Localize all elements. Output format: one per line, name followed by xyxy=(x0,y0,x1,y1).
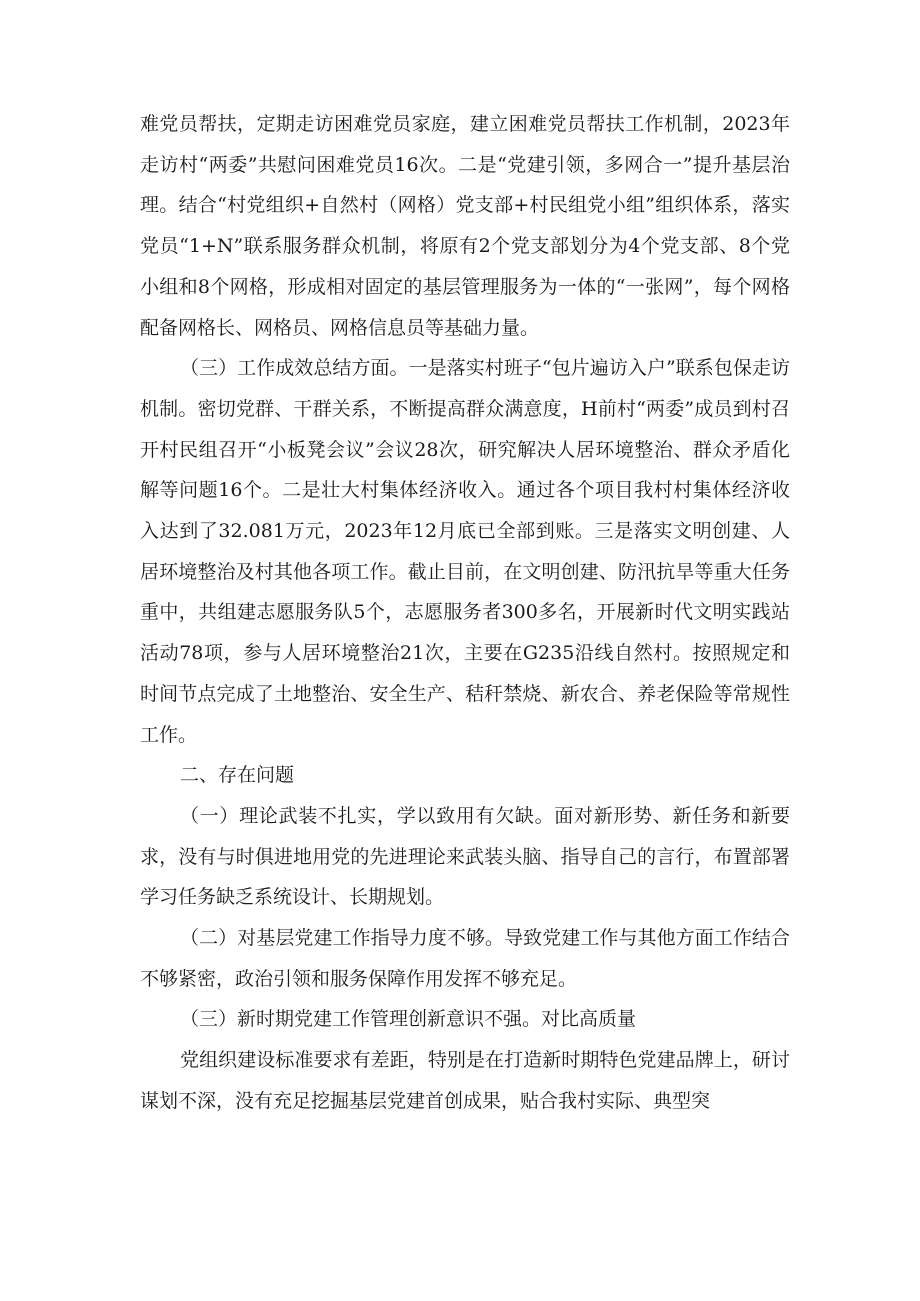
paragraph-work-results: （三）工作成效总结方面。一是落实村班子“包片遍访入户”联系包保走访机制。密切党群、干群关系，不断提高群众满意度，H前村“两委”成员到村召开村民组召开“小板凳会议”会议28次，研究解决人居环境整治、群众矛盾化解等问题16个。二是壮大村集体经济收入。通过各个项目我村村集体经济收入达到了32.081万元，2023年12月底已全部到账。三是落实文明创建、人居环境整治及村其他各项工作。截止目前，在文明创建、防汛抗旱等重大任务重中，共组建志愿服务队5个，志愿服务者300多名，开展新时代文明实践站活动78项，参与人居环境整治21次，主要在G235沿线自然村。按照规定和时间节点完成了土地整治、安全生产、秸秆禁烧、新农合、养老保险等常规性工作。 xyxy=(140,357,790,746)
paragraph-standards-gap: 党组织建设标准要求有差距，特别是在打造新时期特色党建品牌上，研讨谋划不深，没有充足挖掘基层党建首创成果，贴合我村实际、典型突 xyxy=(140,1049,790,1112)
paragraph-guidance-problem: （二）对基层党建工作指导力度不够。导致党建工作与其他方面工作结合不够紧密，政治引领和服务保障作用发挥不够充足。 xyxy=(140,927,790,990)
section-heading-existing-problems: 二、存在问题 xyxy=(180,764,295,787)
paragraph-innovation-problem: （三）新时期党建工作管理创新意识不强。对比高质量 xyxy=(180,1008,637,1031)
paragraph-theory-problem: （一）理论武装不扎实，学以致用有欠缺。面对新形势、新任务和新要求，没有与时俱进地用党的先进理论来武装头脑、指导自己的言行，布置部署学习任务缺乏系统设计、长期规划。 xyxy=(140,804,790,909)
document-body xyxy=(140,104,790,1122)
paragraph-continued-assistance: 难党员帮扶，定期走访困难党员家庭，建立困难党员帮扶工作机制，2023年走访村“两委”共慰问困难党员16次。二是“党建引领，多网合一”提升基层治理。结合“村党组织+自然村（网格）党支部+村民组党小组”组织体系，落实党员“1+N”联系服务群众机制，将原有2个党支部划分为4个党支部、8个党小组和8个网格，形成相对固定的基层管理服务为一体的“一张网”，每个网格配备网格长、网格员、网格信息员等基础力量。 xyxy=(140,113,790,339)
